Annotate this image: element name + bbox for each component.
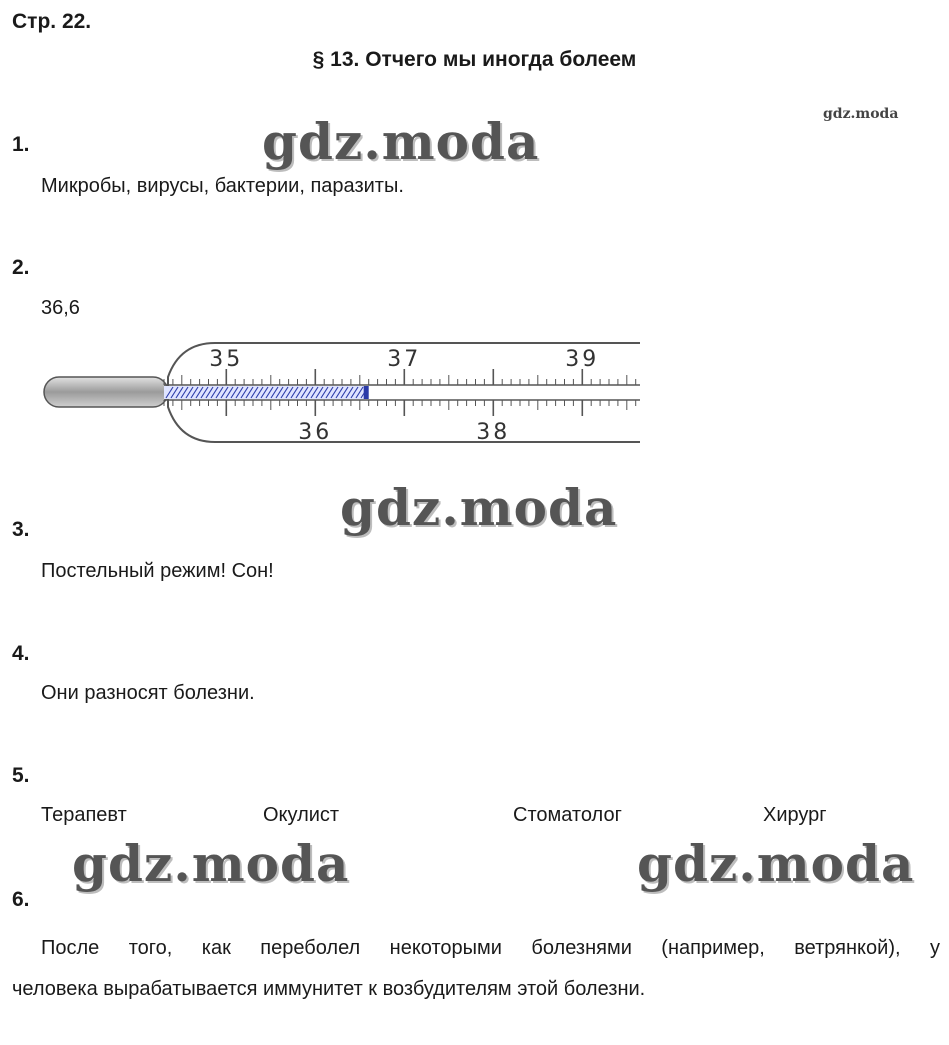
mercury-tip: [364, 386, 369, 399]
watermark-2: gdz.moda: [340, 478, 618, 537]
task-2-number: 2.: [12, 256, 30, 279]
task-4-number: 4.: [12, 642, 30, 665]
thermometer-label-36: 36: [298, 420, 333, 445]
thermometer-label-38: 38: [476, 420, 511, 445]
page-label: Стр. 22.: [12, 10, 92, 33]
task-6-answer-line1: После того, как переболел некоторыми болезнями (например, ветрянкой), у: [41, 937, 940, 959]
watermark-small: gdz.moda: [823, 106, 899, 122]
task-5-number: 5.: [12, 764, 30, 787]
thermometer: [40, 335, 640, 450]
task-6-answer-line2: человека вырабатывается иммунитет к возбудителям этой болезни.: [12, 978, 646, 1000]
thermometer-bulb: [44, 377, 168, 407]
task-6-answer: [12, 928, 940, 1010]
doctor-therapist: Терапевт: [41, 804, 127, 826]
doctor-dentist: Стоматолог: [513, 804, 622, 826]
watermark-3: gdz.moda: [72, 834, 350, 893]
task-1-number: 1.: [12, 133, 30, 156]
thermometer-label-35: 35: [209, 347, 244, 372]
thermometer-label-37: 37: [387, 347, 422, 372]
task-3-answer: Постельный режим! Сон!: [41, 560, 274, 582]
watermark-4: gdz.moda: [637, 834, 915, 893]
task-1-answer: Микробы, вирусы, бактерии, паразиты.: [41, 175, 404, 197]
doctor-ophthalmologist: Окулист: [263, 804, 340, 826]
task-3-number: 3.: [12, 518, 30, 541]
task-6-number: 6.: [12, 888, 30, 911]
watermark-1: gdz.moda: [262, 112, 540, 171]
thermometer-label-39: 39: [565, 347, 600, 372]
task-2-answer: 36,6: [41, 297, 80, 319]
task-4-answer: Они разносят болезни.: [41, 682, 255, 704]
section-title: § 13. Отчего мы иногда болеем: [312, 48, 637, 71]
doctor-surgeon: Хирург: [763, 804, 827, 826]
